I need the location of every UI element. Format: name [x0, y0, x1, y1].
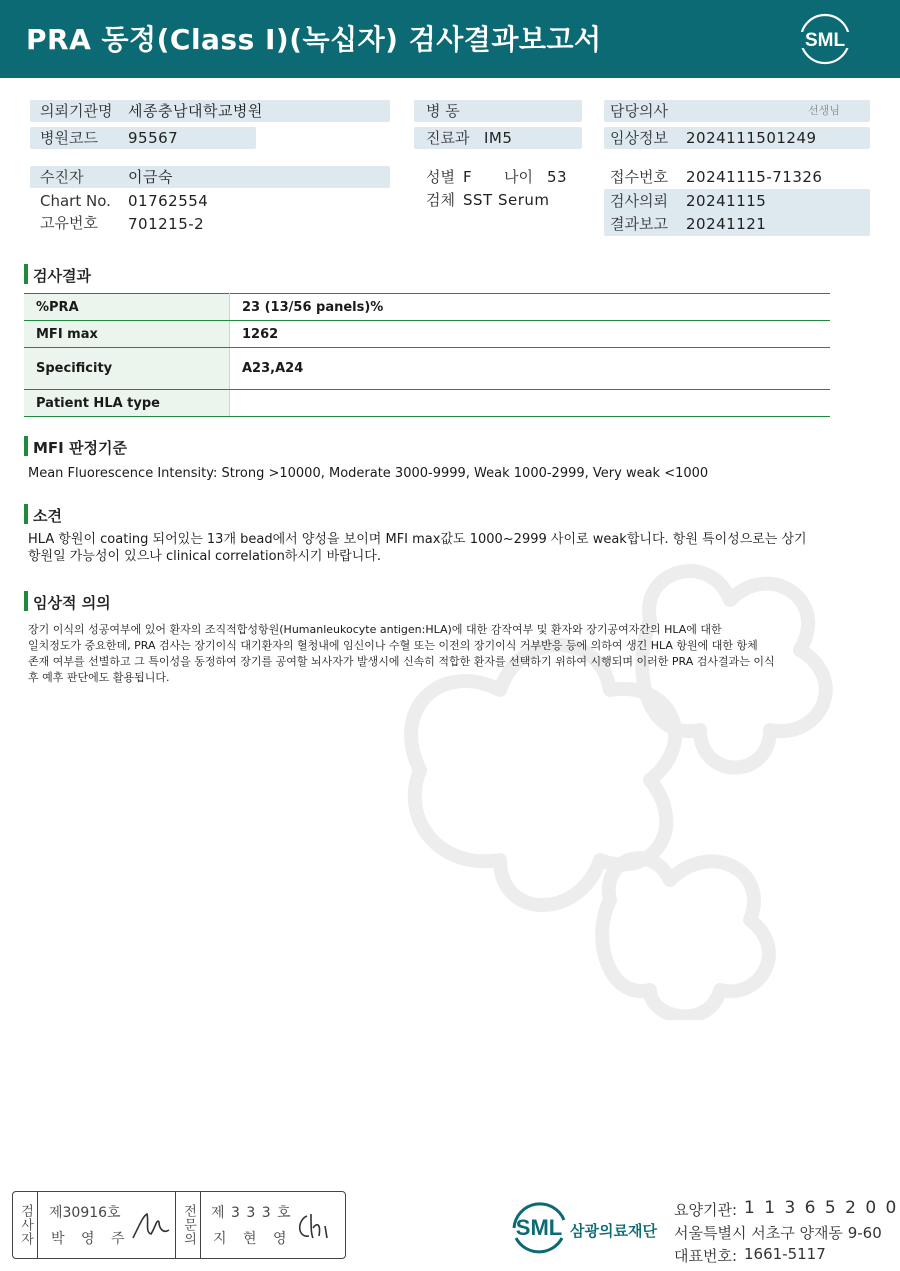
result-key: Patient HLA type — [24, 390, 230, 417]
significance-line-3: 존재 여부를 선별하고 그 특이성을 동정하여 장기를 공여할 뇌사자가 발생시에 신속히 적합한 환자를 선택하기 위하여 시행되며 이러한 PRA 검사결과는 이식 — [28, 655, 775, 668]
result-key: MFI max — [24, 321, 230, 348]
mfi-text: Mean Fluorescence Intensity: Strong >10000, Moderate 3000-9999, Weak 1000-2999, Very weak <1000 — [28, 466, 709, 481]
footer-logo-text: SML — [515, 1215, 563, 1240]
mfi-title: MFI 판정기준 — [33, 439, 127, 457]
opinion-section-bar — [24, 504, 28, 524]
specialist-label-text: 전문의 — [181, 1204, 196, 1246]
footer-address: 서울특별시 서초구 양재동 9-60 — [674, 1224, 882, 1242]
results-table — [24, 293, 830, 417]
request-date-value: 20241115 — [686, 192, 767, 210]
specimen-label: 검체 — [426, 191, 455, 209]
age-label: 나이 — [504, 168, 533, 186]
sml-logo-text: SML — [804, 30, 846, 51]
significance-title: 임상적 의의 — [33, 594, 111, 612]
clinical-info-label: 임상정보 — [610, 129, 668, 147]
report-date-label: 결과보고 — [610, 215, 668, 233]
results-section-bar — [24, 264, 28, 284]
unique-id-value: 701215-2 — [128, 215, 205, 233]
specialist-label — [175, 1192, 201, 1258]
patient-label: 수진자 — [40, 168, 84, 186]
examiner-signature-icon — [129, 1208, 173, 1244]
footer-code-label: 요양기관: — [674, 1201, 738, 1219]
opinion-line-2: 항원일 가능성이 있으나 clinical correlation하시기 바랍니다. — [28, 549, 381, 564]
significance-line-2: 일치정도가 중요한데, PRA 검사는 장기이식 대기환자의 혈청내에 임신이나 수혈 또는 이전의 장기이식 거부반응 등에 의하여 생긴 HLA 항원에 대한 항체 — [28, 639, 758, 652]
table-row — [24, 348, 830, 390]
unique-id-label: 고유번호 — [40, 214, 98, 232]
table-row — [24, 390, 830, 417]
request-date-label: 검사의뢰 — [610, 192, 668, 210]
hospital-code-label: 병원코드 — [40, 129, 98, 147]
footer-sml-logo — [510, 1198, 680, 1258]
significance-line-4: 후 예후 판단에도 활용됩니다. — [28, 671, 170, 684]
examiner-name: 박 영 주 — [51, 1231, 131, 1247]
clinical-info-value: 2024111501249 — [686, 129, 817, 147]
result-key: %PRA — [24, 294, 230, 321]
footer-org-name: 삼광의료재단 — [570, 1222, 657, 1240]
institution-label: 의뢰기관명 — [40, 102, 113, 120]
patient-value: 이금숙 — [128, 168, 173, 186]
department-value: IM5 — [484, 129, 513, 147]
result-value: 1262 — [230, 321, 831, 348]
opinion-title: 소견 — [33, 507, 62, 525]
sml-logo — [796, 12, 854, 66]
footer-phone: 1661-5117 — [744, 1245, 826, 1263]
physician-suffix: 선생님 — [808, 104, 840, 117]
table-row — [24, 294, 830, 321]
footer-code: 1 1 3 6 5 2 0 0 — [744, 1198, 899, 1218]
watermark-logo — [350, 540, 870, 1020]
specialist-signature-icon — [293, 1208, 337, 1244]
significance-section-bar — [24, 591, 28, 611]
result-value — [230, 390, 831, 417]
footer-phone-label: 대표번호: — [674, 1247, 738, 1265]
table-row — [24, 321, 830, 348]
examiner-license-no: 제30916호 — [49, 1205, 121, 1221]
results-title: 검사결과 — [33, 267, 91, 285]
receipt-no-label: 접수번호 — [610, 168, 668, 186]
ward-label: 병 동 — [426, 102, 460, 120]
examiner-label — [13, 1192, 38, 1258]
opinion-line-1: HLA 항원이 coating 되어있는 13개 bead에서 양성을 보이며 MFI max값도 1000~2999 사이로 weak합니다. 항원 특이성으로는 상기 — [28, 532, 807, 547]
receipt-no-value: 20241115-71326 — [686, 168, 823, 186]
report-title: PRA 동정(Class I)(녹십자) 검사결과보고서 — [26, 23, 602, 56]
hospital-code-value: 95567 — [128, 129, 179, 147]
signature-block — [12, 1191, 346, 1259]
result-value: 23 (13/56 panels)% — [230, 294, 831, 321]
result-value: A23,A24 — [230, 348, 831, 390]
examiner-label-text: 검사자 — [18, 1204, 33, 1246]
significance-line-1: 장기 이식의 성공여부에 있어 환자의 조직적합성항원(Humanleukocyte antigen:HLA)에 대한 감작여부 및 환자와 장기공여자간의 HLA에 대한 — [28, 623, 722, 636]
sex-label: 성별 — [426, 168, 455, 186]
result-key: Specificity — [24, 348, 230, 390]
sex-value: F — [463, 168, 473, 186]
institution-value: 세종충남대학교병원 — [128, 102, 263, 120]
patient-box — [30, 166, 390, 188]
department-label: 진료과 — [426, 129, 470, 147]
specialist-license-no: 제 3 3 3 호 — [211, 1205, 292, 1221]
age-value: 53 — [547, 168, 568, 186]
specialist-name: 지 현 영 — [213, 1231, 293, 1247]
chart-value: 01762554 — [128, 192, 209, 210]
report-date-value: 20241121 — [686, 215, 767, 233]
mfi-section-bar — [24, 436, 28, 456]
specimen-value: SST Serum — [463, 191, 550, 209]
physician-label: 담당의사 — [610, 102, 668, 120]
chart-label: Chart No. — [40, 192, 111, 210]
